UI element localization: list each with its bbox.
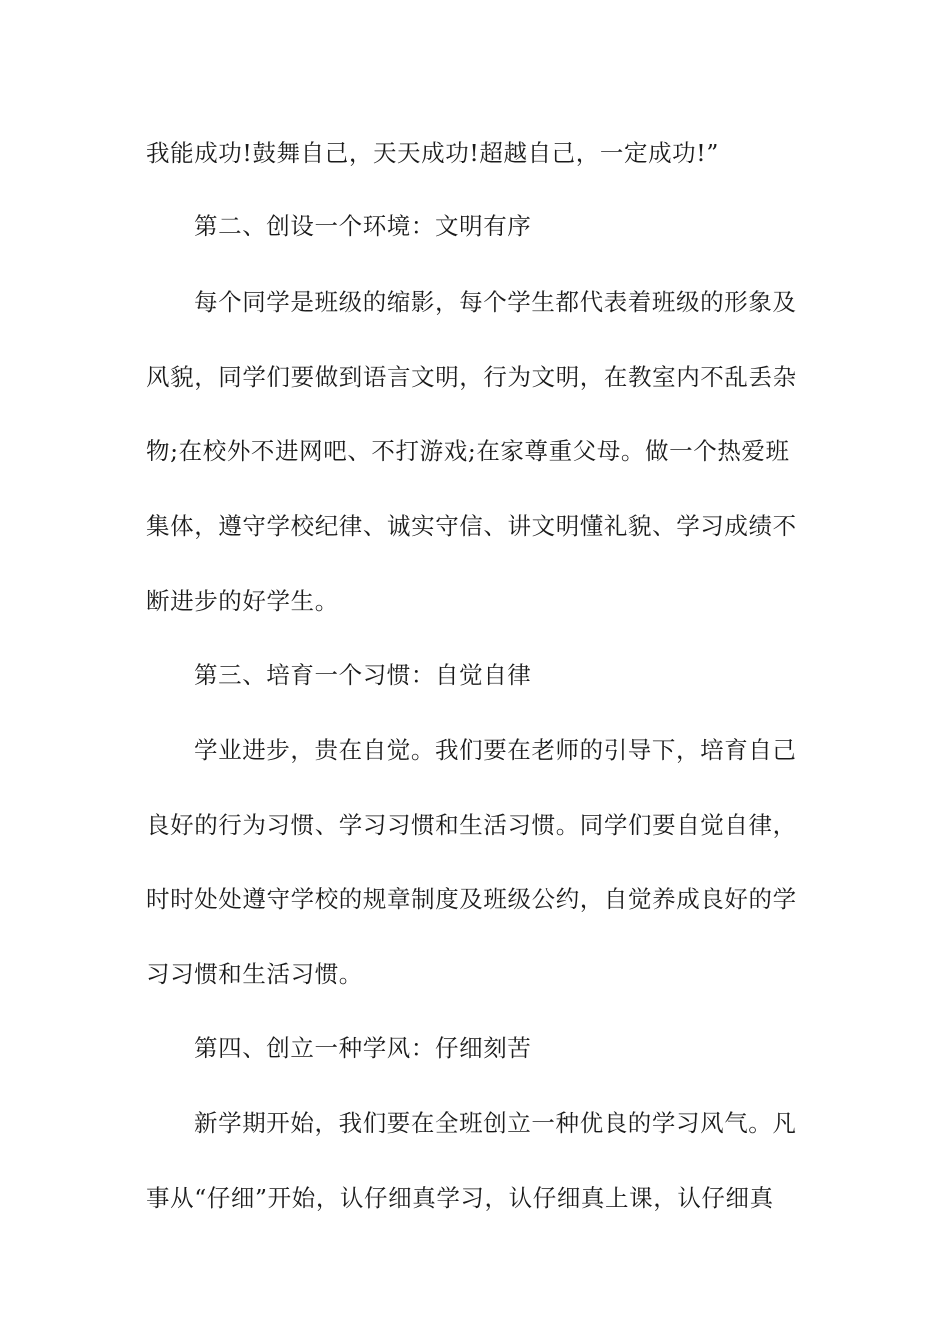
paragraph-line: 风貌，同学们要做到语言文明，行为文明，在教室内不乱丢杂 [146,363,797,391]
paragraph-line: 集体，遵守学校纪律、诚实守信、讲文明懂礼貌、学习成绩不 [146,512,797,540]
paragraph-line: 事从“仔细”开始，认仔细真学习，认仔细真上课，认仔细真 [146,1184,774,1212]
paragraph-line: 习习惯和生活习惯。 [146,960,363,988]
paragraph-line: 每个同学是班级的缩影，每个学生都代表着班级的形象及 [194,288,797,316]
paragraph-line: 良好的行为习惯、学习习惯和生活习惯。同学们要自觉自律， [146,811,797,839]
section-heading-3: 第三、培育一个习惯：自觉自律 [194,661,532,689]
section-heading-4: 第四、创立一种学风：仔细刻苦 [194,1034,532,1062]
paragraph-line: 学业进步，贵在自觉。我们要在老师的引导下，培育自己 [194,736,797,764]
paragraph-line: 我能成功!鼓舞自己，天天成功!超越自己，一定成功!” [146,139,719,167]
paragraph-line: 物;在校外不进网吧、不打游戏;在家尊重父母。做一个热爱班 [146,437,790,465]
section-heading-2: 第二、创设一个环境：文明有序 [194,212,532,240]
paragraph-line: 断进步的好学生。 [146,587,339,615]
paragraph-line: 时时处处遵守学校的规章制度及班级公约，自觉养成良好的学 [146,885,797,913]
paragraph-line: 新学期开始，我们要在全班创立一种优良的学习风气。凡 [194,1109,797,1137]
